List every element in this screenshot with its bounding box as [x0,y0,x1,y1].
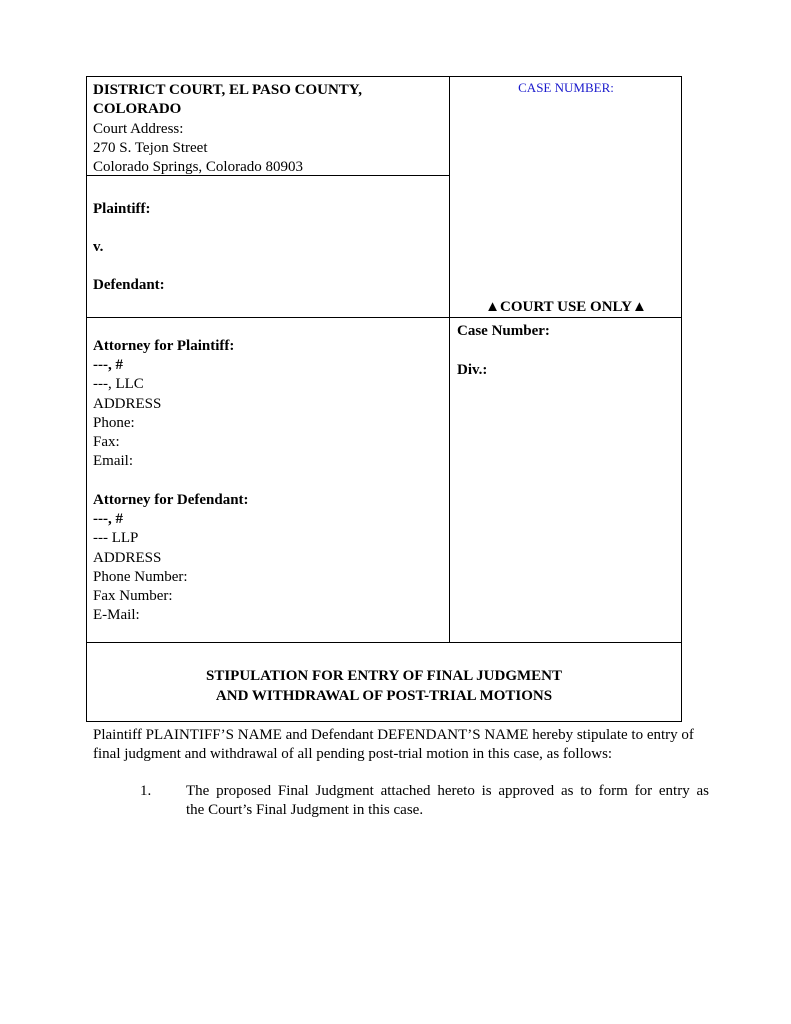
defendant-attorney-heading: Attorney for Defendant: [93,492,249,508]
defendant-attorney-name: ---, # [93,511,123,527]
defendant-attorney-address: ADDRESS [93,550,162,566]
list-item-text-line1: The proposed Final Judgment attached hereto is approved as to form for entry as [186,783,709,799]
intro-paragraph-line1: Plaintiff PLAINTIFF’S NAME and Defendant DEFENDANT’S NAME hereby stipulate to entry of [93,727,694,743]
plaintiff-attorney-address: ADDRESS [93,396,162,412]
intro-paragraph-line2: final judgment and withdrawal of all pending post-trial motion in this case, as follows: [93,746,613,762]
list-item-text-line2: the Court’s Final Judgment in this case. [186,802,424,818]
versus-label: v. [93,239,104,255]
division-label: Div.: [457,362,488,378]
document-title-line1: STIPULATION FOR ENTRY OF FINAL JUDGMENT [205,668,563,684]
case-number-label: Case Number: [457,323,550,339]
list-item-number: 1. [140,783,152,799]
court-street: 270 S. Tejon Street [93,140,208,156]
court-name-line2: COLORADO [93,101,182,117]
plaintiff-attorney-firm: ---, LLC [93,376,144,392]
plaintiff-attorney-fax: Fax: [93,434,120,450]
caption-column-divider [449,76,450,642]
defendant-attorney-firm: --- LLP [93,530,139,546]
court-address-label: Court Address: [93,121,184,137]
plaintiff-attorney-phone: Phone: [93,415,135,431]
defendant-attorney-phone: Phone Number: [93,569,188,585]
defendant-attorney-email: E-Mail: [93,607,140,623]
attorneys-divider [86,642,682,643]
defendant-attorney-fax: Fax Number: [93,588,173,604]
document-title-line2: AND WITHDRAWAL OF POST-TRIAL MOTIONS [215,688,553,704]
plaintiff-attorney-name: ---, # [93,357,123,373]
list-item-text [186,782,709,820]
defendant-label: Defendant: [93,277,165,293]
court-name-line1: DISTRICT COURT, EL PASO COUNTY, [93,82,362,98]
plaintiff-attorney-heading: Attorney for Plaintiff: [93,338,235,354]
case-number-header: CASE NUMBER: [518,80,614,95]
court-city: Colorado Springs, Colorado 80903 [93,159,303,175]
plaintiff-attorney-email: Email: [93,453,133,469]
court-use-only-label: ▲COURT USE ONLY▲ [485,299,647,315]
parties-divider [86,317,682,318]
plaintiff-label: Plaintiff: [93,201,151,217]
